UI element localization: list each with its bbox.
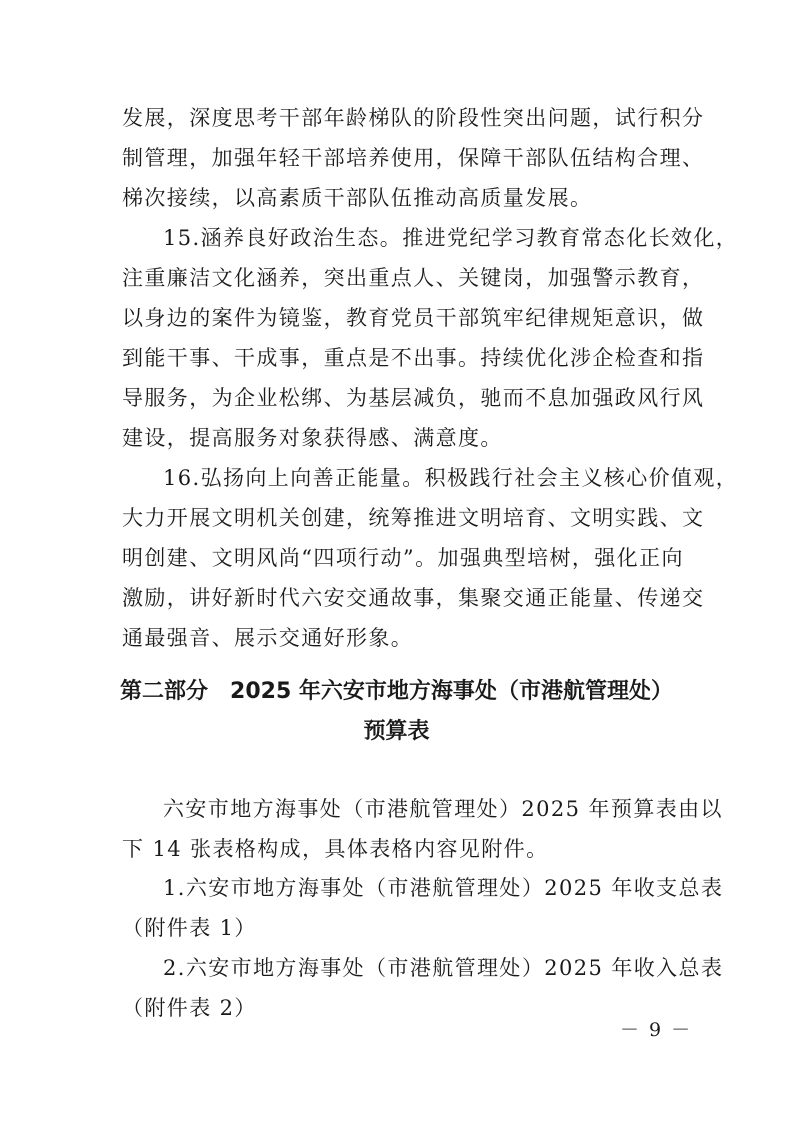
paragraph-line: 激励，讲好新时代六安交通故事，集聚交通正能量、传递交	[122, 586, 705, 610]
page-number: － 9 －	[620, 1019, 693, 1041]
paragraph-line: 发展，深度思考干部年龄梯队的阶段性突出问题，试行积分	[122, 106, 705, 130]
paragraph-line: 明创建、文明风尚“四项行动”。加强典型培树，强化正向	[122, 546, 684, 570]
paragraph-line: 下 14 张表格构成，具体表格内容见附件。	[122, 837, 549, 861]
section-heading-line-2: 预算表	[363, 719, 430, 744]
list-item-continuation: （附件表 1）	[122, 916, 257, 940]
paragraph-line: 大力开展文明机关创建，统筹推进文明培育、文明实践、文	[122, 506, 705, 530]
list-item-continuation: （附件表 2）	[122, 996, 257, 1020]
paragraph-line: 六安市地方海事处（市港航管理处）2025 年预算表由以	[163, 797, 723, 821]
paragraph-line: 通最强音、展示交通好形象。	[122, 626, 414, 650]
paragraph-line: 15.涵养良好政治生态。推进党纪学习教育常态化长效化，	[163, 226, 739, 250]
paragraph-line: 建设，提高服务对象获得感、满意度。	[122, 426, 503, 450]
list-item: 1.六安市地方海事处（市港航管理处）2025 年收支总表	[163, 876, 724, 900]
list-item: 2.六安市地方海事处（市港航管理处）2025 年收入总表	[163, 956, 724, 980]
paragraph-line: 制管理，加强年轻干部培养使用，保障干部队伍结构合理、	[122, 146, 705, 170]
paragraph-line: 到能干事、干成事，重点是不出事。持续优化涉企检查和指	[122, 346, 705, 370]
paragraph-line: 16.弘扬向上向善正能量。积极践行社会主义核心价值观，	[163, 466, 739, 490]
paragraph-line: 以身边的案件为镜鉴，教育党员干部筑牢纪律规矩意识，做	[122, 306, 705, 330]
paragraph-line: 导服务，为企业松绑、为基层减负，驰而不息加强政风行风	[122, 386, 705, 410]
paragraph-line: 梯次接续，以高素质干部队伍推动高质量发展。	[122, 186, 593, 210]
section-heading-line-1: 第二部分 2025 年六安市地方海事处（市港航管理处）	[120, 679, 673, 704]
paragraph-line: 注重廉洁文化涵养，突出重点人、关键岗，加强警示教育，	[122, 266, 705, 290]
